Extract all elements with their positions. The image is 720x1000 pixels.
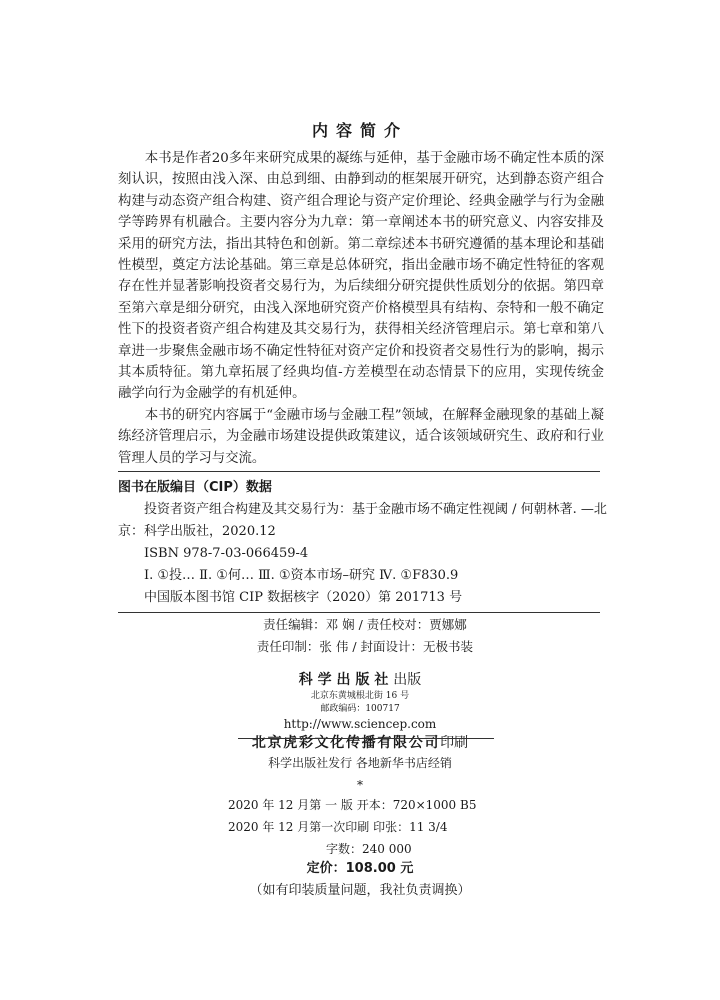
cip-top-divider <box>118 471 600 472</box>
printer-suffix: 印刷 <box>440 735 469 751</box>
cip-isbn: ISBN 978-7-03-066459-4 <box>144 546 309 561</box>
printer-divider <box>238 738 494 739</box>
separator-star: * <box>357 778 363 792</box>
cip-classification: Ⅰ. ①投… Ⅱ. ①何… Ⅲ. ①资本市场–研究 Ⅳ. ①F830.9 <box>144 568 459 583</box>
editors-line: 责任编辑：邓 娴 / 责任校对：贾娜娜 <box>263 617 467 632</box>
production-line: 责任印制：张 伟 / 封面设计：无极书装 <box>256 639 474 654</box>
cip-block <box>118 477 607 609</box>
price: 定价：108.00 元 <box>306 861 414 876</box>
cip-bottom-divider <box>118 612 600 613</box>
publisher-postcode: 邮政编码：100717 <box>320 704 400 714</box>
summary-paragraph-1: 本书是作者20多年来研究成果的凝练与延伸，基于金融市场不确定性本质的深刻认识，按照由浅入深、由总到细、由静到动的框架展开研究，达到静态资产组合构建与动态资产组合构建、资产组合理论与资产定价理论、经典金融学与行为金融学等跨界有机融合。主要内容分为九章：第一章阐述本书的研究意义、内容安排及采用的研究方法，指出其特色和创新。第二章综述本书研究遵循的基本理论和基础性模型，奠定方法论基础。第三章是总体研究，指出金融市场不确定性特征的客观存在性并显著影响投资者交易行为，为后续细分研究提供性质划分的依据。第四章至第六章是细分研究，由浅入深地研究资产价格模型具有结构、奈特和一般不确定性下的投资者资产组合构建及其交易行为，获得相关经济管理启示。第七章和第八章进一步聚焦金融市场不确定性特征对资产定价和投资者交易性行为的影响，揭示其本质特征。第九章拓展了经典均值-方差模型在动态情景下的应用，实现传统金融学向行为金融学的有机延伸。 <box>118 151 604 402</box>
cip-number: 中国版本图书馆 CIP 数据核字（2020）第 201713 号 <box>144 590 463 605</box>
cip-title-line: 投资者资产组合构建及其交易行为：基于金融市场不确定性视阈 / 何朝林著. —北 <box>144 502 607 517</box>
book-summary <box>118 148 604 469</box>
printer-company: 北京虎彩文化传播有限公司 <box>251 735 441 751</box>
publisher-address: 北京东黄城根北街 16 号 <box>310 691 410 701</box>
publisher-logo-text: 科学出版社 <box>298 672 394 688</box>
cip-heading: 图书在版编目（CIP）数据 <box>118 480 272 495</box>
printer-name <box>0 732 720 754</box>
publisher-suffix: 出版 <box>393 672 422 688</box>
word-count: 字数：240 000 <box>326 842 412 856</box>
distribution-line: 科学出版社发行 各地新华书店经销 <box>268 756 452 770</box>
printing-line: 2020 年 12 月第一次印刷 印张：11 3/4 <box>228 820 448 834</box>
publisher-block <box>0 670 720 754</box>
quality-notice: （如有印装质量问题，我社负责调换） <box>249 883 471 898</box>
page-title: 内容简介 <box>311 121 408 140</box>
cip-publisher-line: 京：科学出版社，2020.12 <box>118 524 276 539</box>
edition-line: 2020 年 12 月第 一 版 开本：720×1000 B5 <box>228 798 477 812</box>
publisher-url: http://www.sciencep.com <box>283 717 437 731</box>
summary-paragraph-2: 本书的研究内容属于“金融市场与金融工程”领域，在解释金融现象的基础上凝练经济管理启示，为金融市场建设提供政策建议，适合该领域研究生、政府和行业管理人员的学习与交流。 <box>118 407 604 466</box>
publisher-name <box>0 670 720 690</box>
